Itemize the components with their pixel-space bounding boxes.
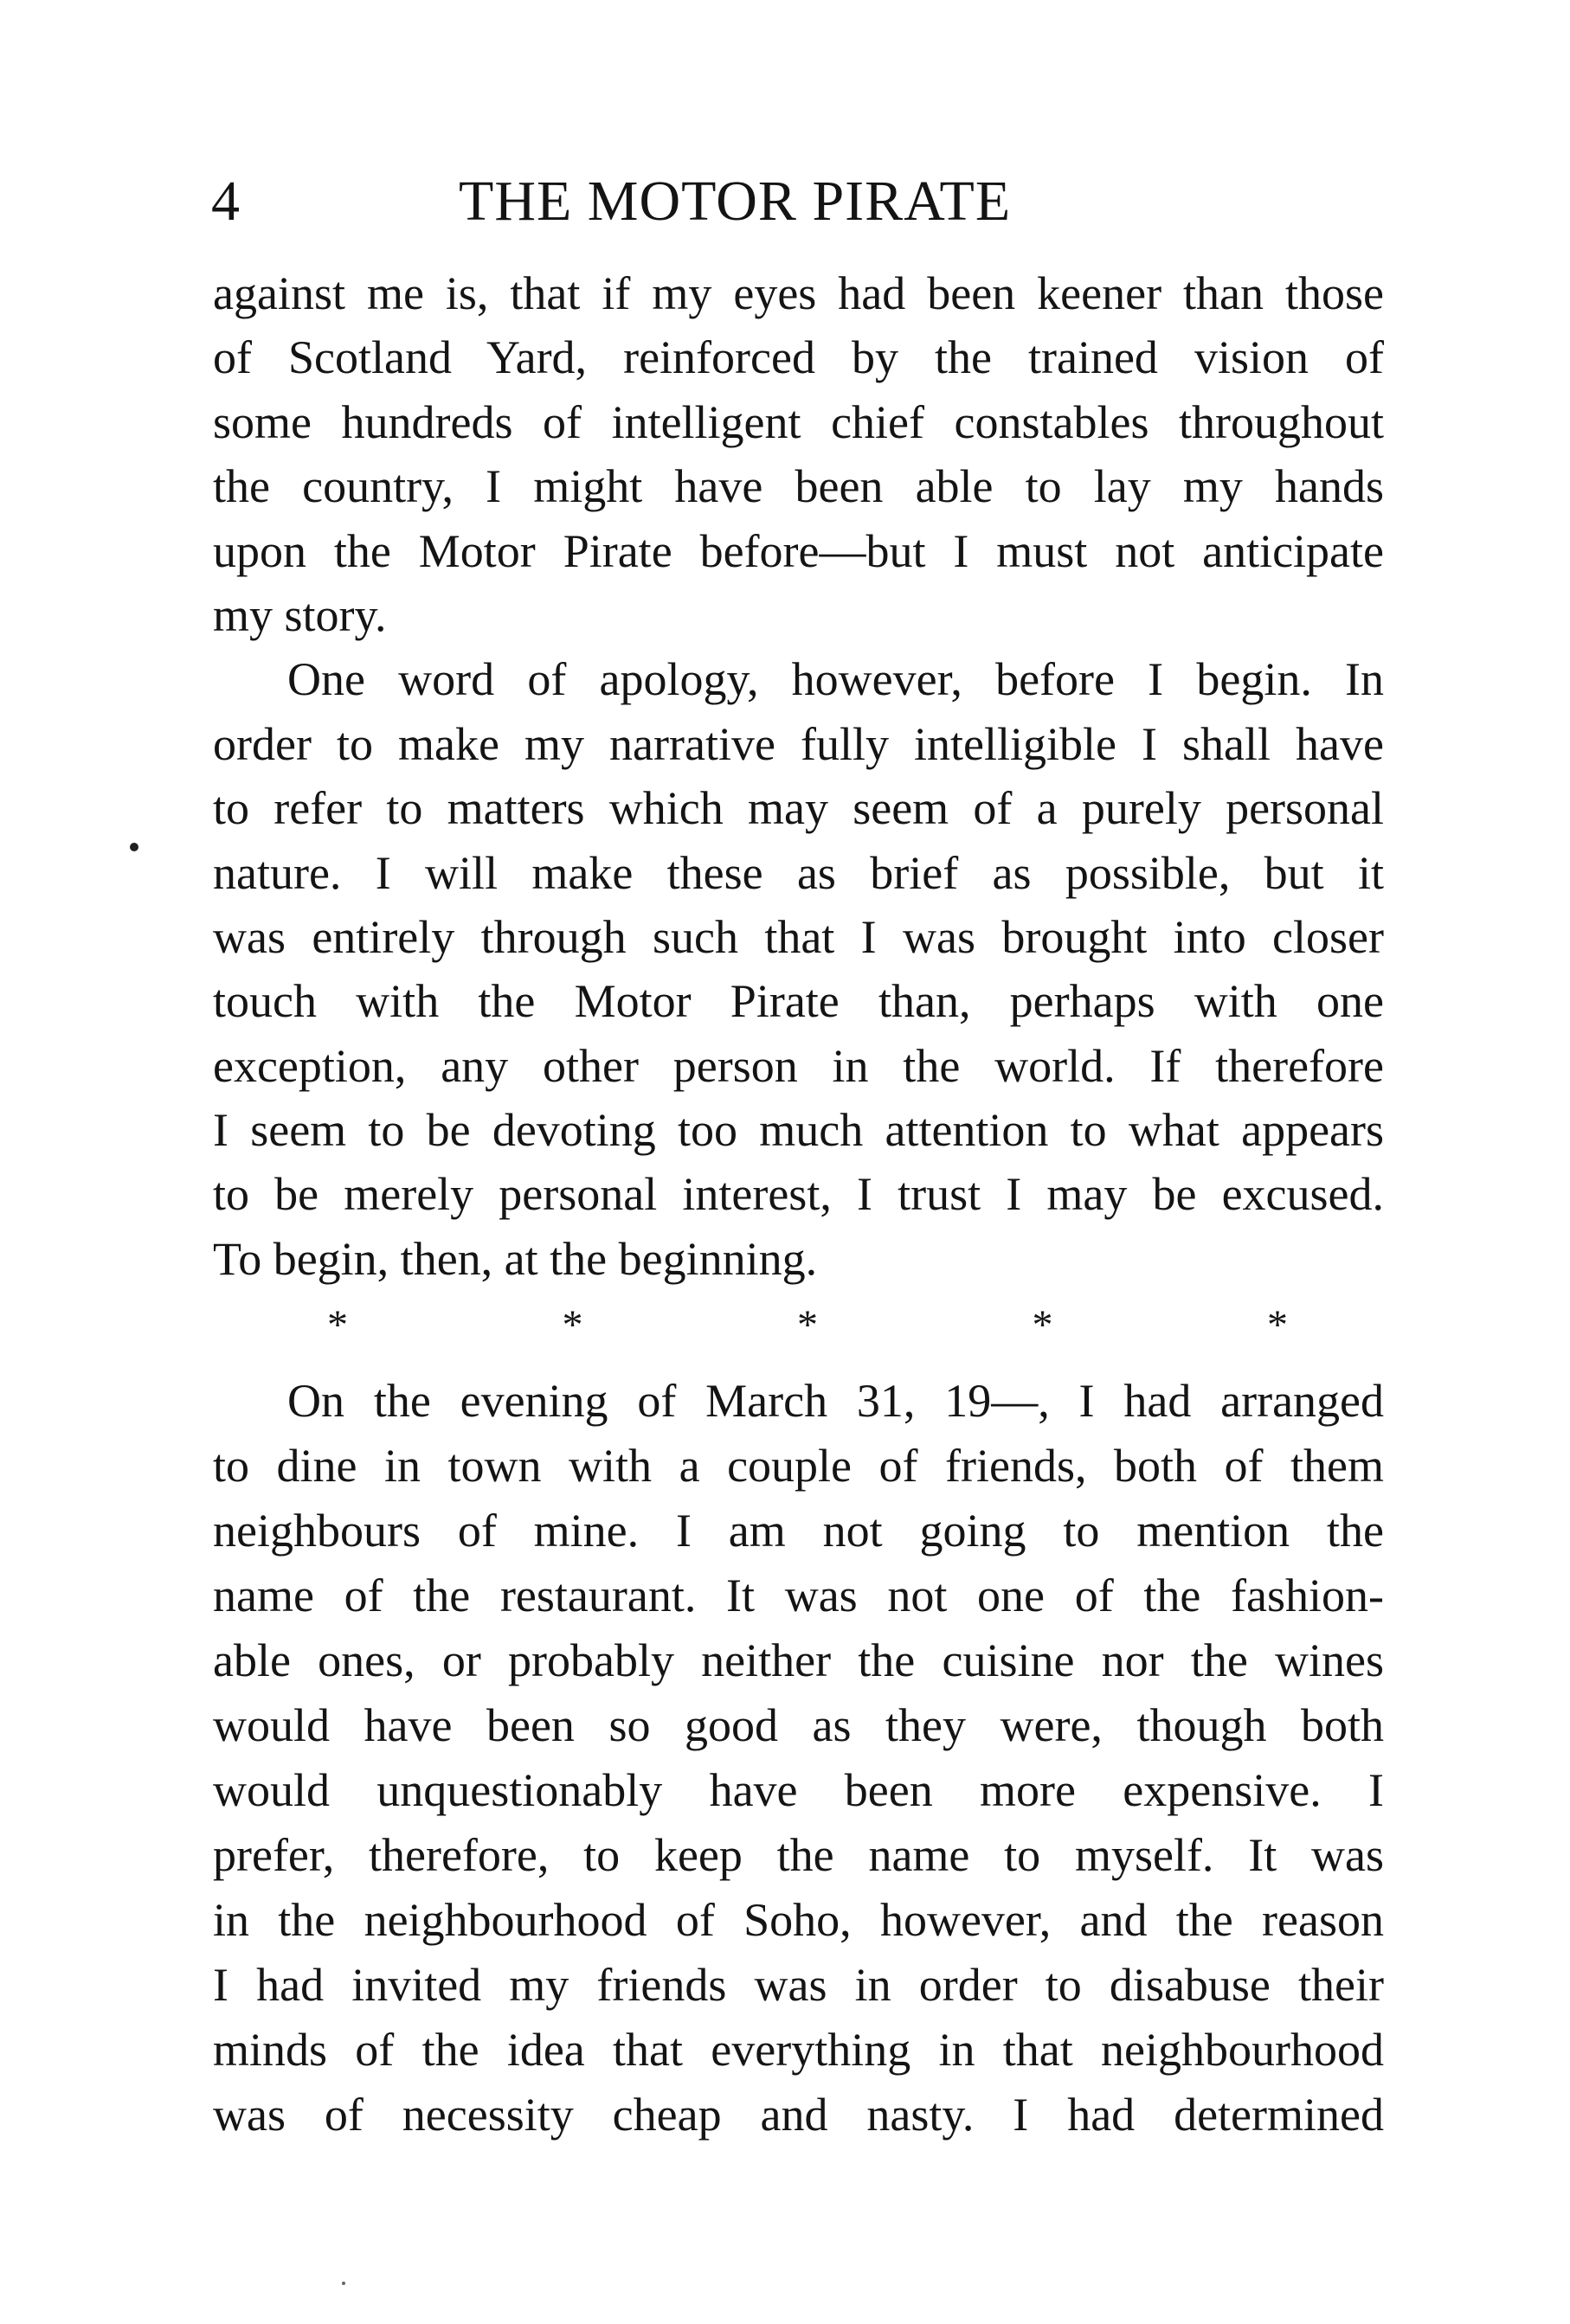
paragraph-1 <box>213 261 1384 647</box>
text-line: in the neighbourhood of Soho, however, and the reason <box>213 1894 1384 1946</box>
text-line: On the evening of March 31, 19—, I had arranged <box>287 1375 1384 1427</box>
text-line: the country, I might have been able to lay my hands <box>213 460 1384 513</box>
text-line: some hundreds of intelligent chief constables throughout <box>213 395 1384 448</box>
text-line: order to make my narrative fully intelligible I shall have <box>213 717 1384 770</box>
text-line: to refer to matters which may seem of a purely personal <box>213 782 1384 835</box>
text-line: of Scotland Yard, reinforced by the trained vision of <box>213 331 1384 384</box>
section-break-asterisk: * <box>1267 1302 1288 1348</box>
page-number: 4 <box>211 170 240 233</box>
text-line: name of the restaurant. It was not one of the fashion- <box>213 1570 1384 1621</box>
section-break <box>327 1300 1288 1351</box>
text-line: One word of apology, however, before I begin. In <box>287 653 1384 706</box>
paragraph-2 <box>213 647 1384 1291</box>
section-break-asterisk: * <box>562 1302 583 1348</box>
paper-speck <box>342 2282 345 2285</box>
text-line: able ones, or probably neither the cuisine nor the wines <box>213 1634 1384 1686</box>
section-break-asterisk: * <box>1032 1302 1053 1348</box>
text-line: against me is, that if my eyes had been keener than those <box>213 267 1384 319</box>
text-line: to dine in town with a couple of friends, both of them <box>213 1440 1384 1492</box>
text-line: neighbours of mine. I am not going to mention the <box>213 1505 1384 1557</box>
text-line: I seem to be devoting too much attention to what appears <box>213 1104 1384 1157</box>
section-break-asterisk: * <box>327 1302 348 1348</box>
text-line: nature. I will make these as brief as possible, but it <box>213 846 1384 899</box>
text-line: to be merely personal interest, I trust I may be excused. <box>213 1168 1384 1221</box>
running-title: THE MOTOR PIRATE <box>459 170 1012 233</box>
text-line: would have been so good as they were, though both <box>213 1699 1384 1751</box>
text-line: upon the Motor Pirate before—but I must not anticipate <box>213 524 1384 577</box>
margin-mark <box>130 843 138 851</box>
text-line: I had invited my friends was in order to disabuse their <box>213 1959 1384 2011</box>
text-line: touch with the Motor Pirate than, perhaps with one <box>213 975 1384 1028</box>
text-line: would unquestionably have been more expensive. I <box>213 1764 1384 1816</box>
upper-text-block <box>213 261 1384 1291</box>
text-line: minds of the idea that everything in that neighbourhood <box>213 2024 1384 2076</box>
text-line: was of necessity cheap and nasty. I had determined <box>213 2089 1384 2141</box>
text-line: my story. <box>213 588 387 641</box>
lower-text-block <box>213 1369 1384 2147</box>
section-break-asterisk: * <box>797 1302 818 1348</box>
text-line: To begin, then, at the beginning. <box>213 1232 818 1285</box>
paragraph-3 <box>213 1369 1384 2147</box>
text-line: was entirely through such that I was brought into closer <box>213 910 1384 963</box>
text-line: exception, any other person in the world. If therefore <box>213 1039 1384 1092</box>
text-line: prefer, therefore, to keep the name to myself. It was <box>213 1829 1384 1881</box>
